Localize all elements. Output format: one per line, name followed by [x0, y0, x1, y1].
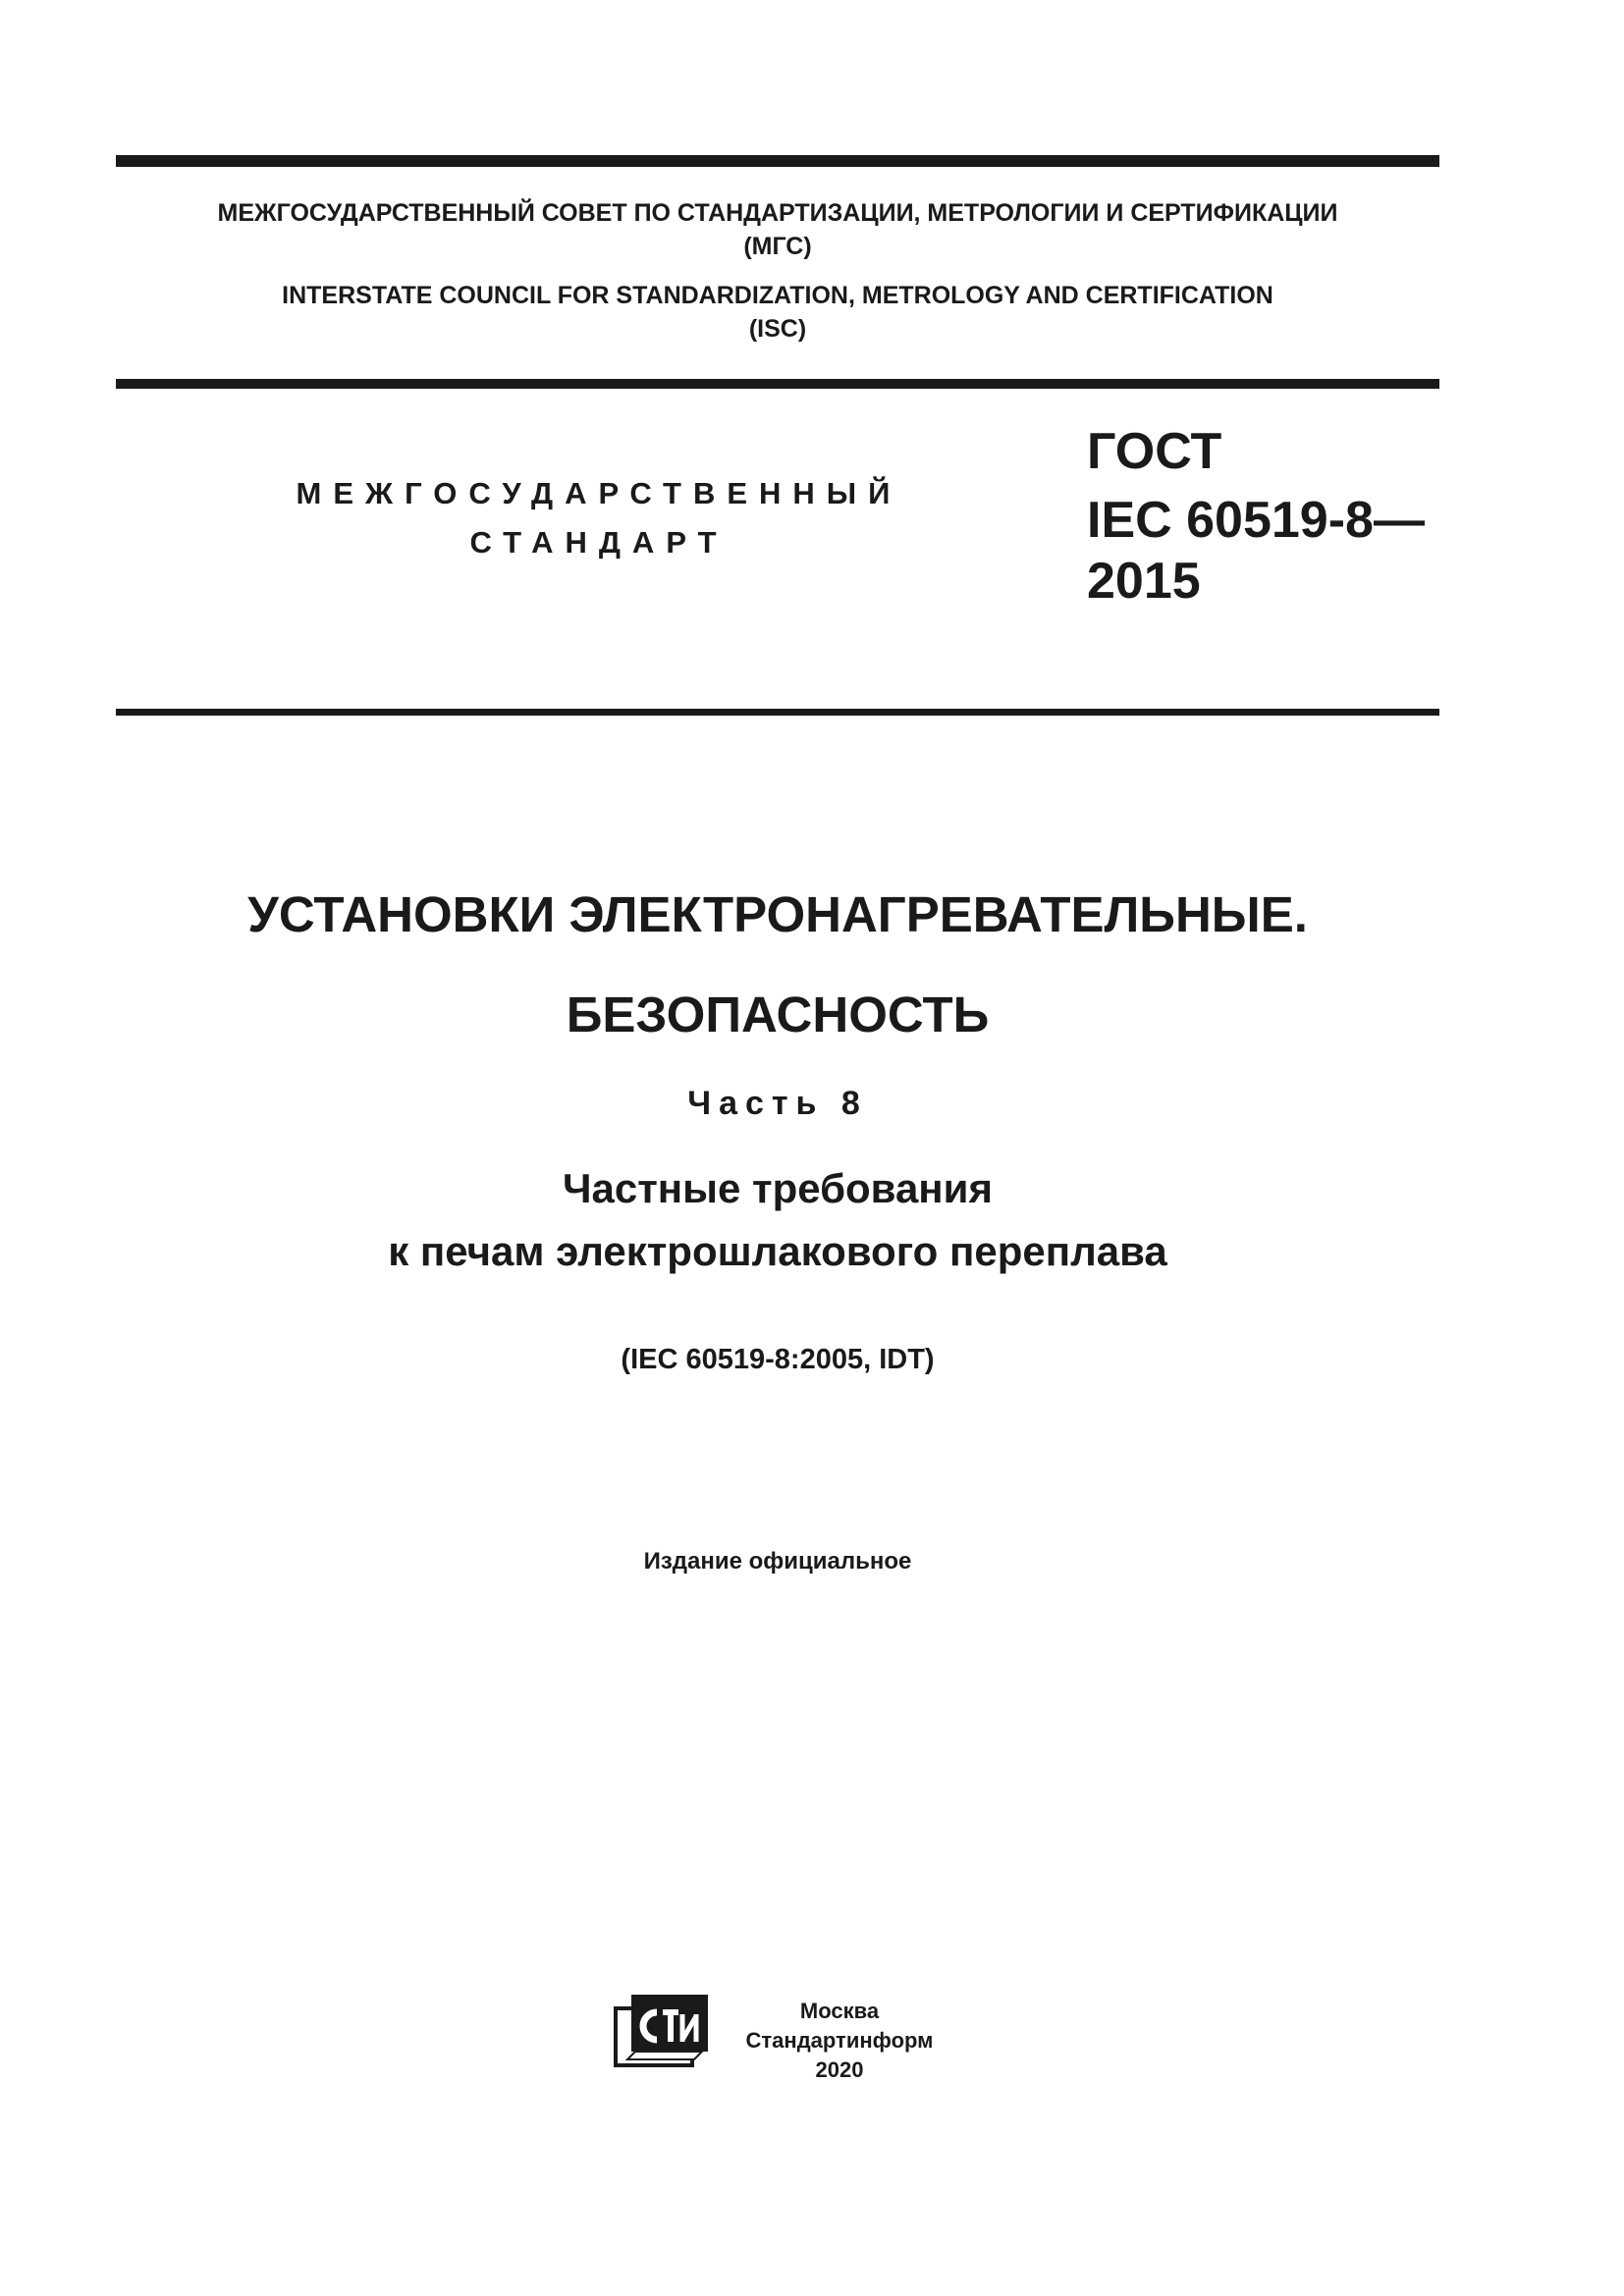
standard-type-line1: МЕЖГОСУДАРСТВЕННЫЙ [296, 476, 902, 510]
standard-type-line2: СТАНДАРТ [469, 525, 729, 560]
council-abbr-en: (ISC) [748, 315, 807, 343]
publisher-city: Москва [799, 1999, 880, 2023]
council-abbr-ru: (МГС) [743, 233, 812, 260]
publisher-name: Стандартинформ [745, 2028, 934, 2053]
gost-designation-year: 2015 [1087, 553, 1201, 610]
edition-label: Издание официальное [643, 1548, 912, 1575]
top-rule [116, 155, 1439, 167]
bottom-rule [116, 709, 1439, 716]
document-title-line2: БЕЗОПАСНОСТЬ [566, 987, 990, 1042]
standartinform-logo-icon [614, 1991, 712, 2069]
council-name-en: INTERSTATE COUNCIL FOR STANDARDIZATION, METROLOGY AND CERTIFICATION [282, 282, 1273, 309]
council-name-ru: МЕЖГОСУДАРСТВЕННЫЙ СОВЕТ ПО СТАНДАРТИЗАЦИИ, МЕТРОЛОГИИ И СЕРТИФИКАЦИИ [217, 199, 1338, 227]
document-subtitle-line1: Частные требования [562, 1165, 993, 1211]
middle-rule [116, 379, 1439, 389]
gost-designation-line1: ГОСТ [1087, 423, 1222, 480]
gost-designation-line2: IEC 60519-8— [1087, 492, 1425, 549]
iec-reference: (IEC 60519-8:2005, IDT) [621, 1344, 935, 1375]
publisher-year: 2020 [815, 2057, 864, 2082]
document-subtitle-line2: к печам электрошлакового переплава [388, 1228, 1167, 1274]
document-title-line1: УСТАНОВКИ ЭЛЕКТРОНАГРЕВАТЕЛЬНЫЕ. [247, 886, 1308, 942]
document-part: Часть 8 [687, 1085, 868, 1122]
